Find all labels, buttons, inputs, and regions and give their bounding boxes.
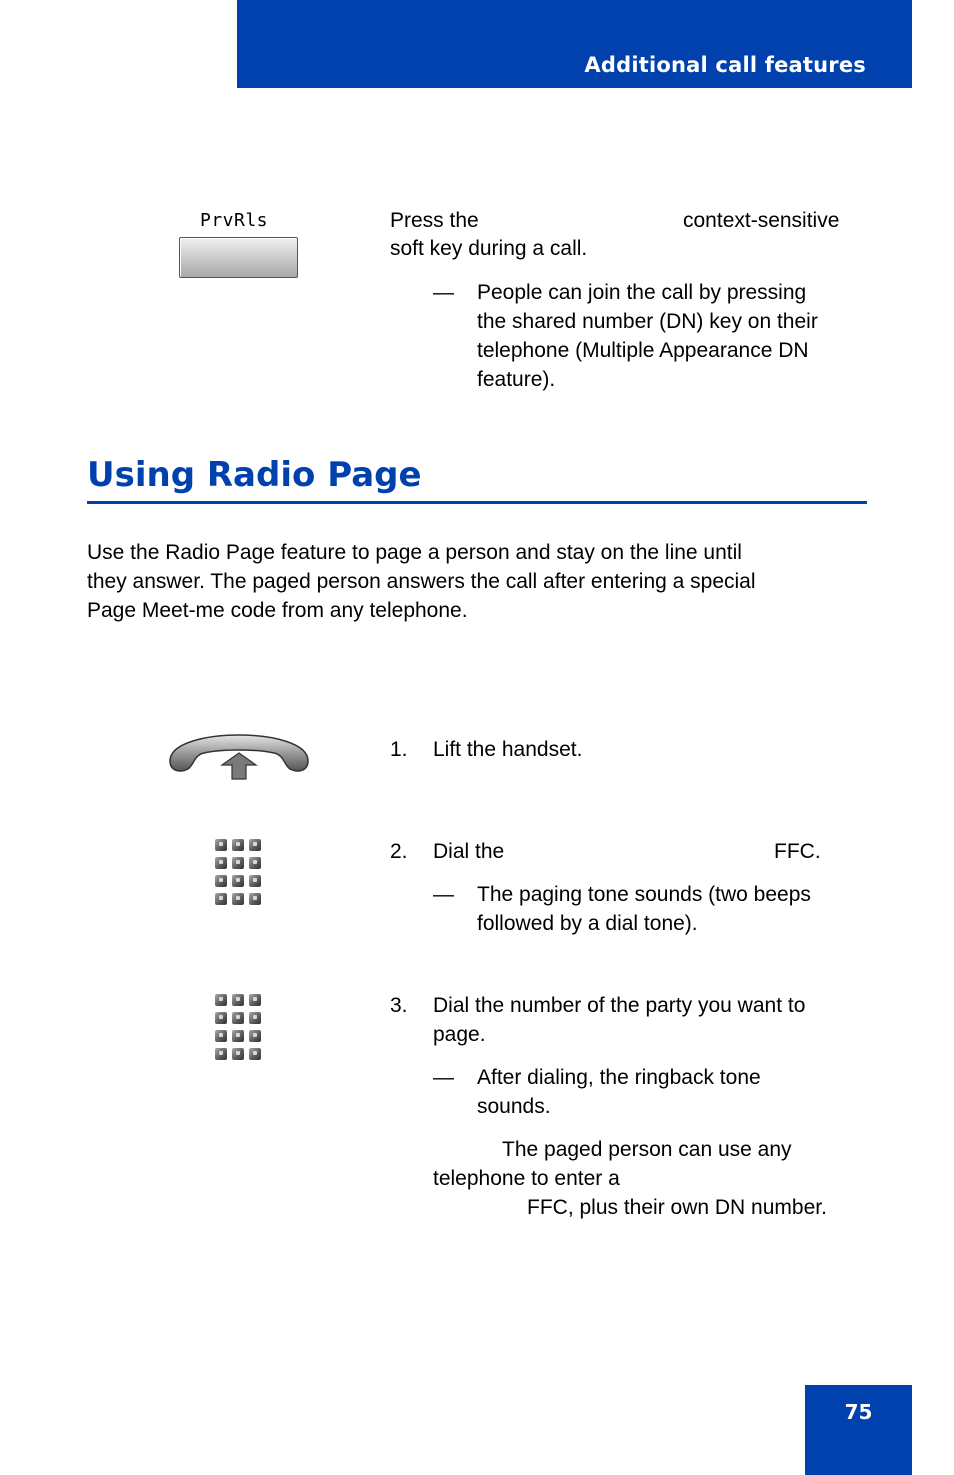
step-text: Dial the [433,840,505,863]
softkey-note-line: telephone (Multiple Appearance DN [477,339,809,362]
step-note-line: After dialing, the ringback tone [477,1066,761,1089]
step-number: 2. [390,840,408,863]
handset-lift-icon [166,733,312,781]
note-dash: — [433,883,454,906]
intro-line: Page Meet-me code from any telephone. [87,599,468,622]
step-note-line: The paging tone sounds (two beeps [477,883,811,906]
softkey-note-line: People can join the call by pressing [477,281,807,304]
step-extra-line: The paged person can use any [502,1138,792,1161]
step-text: FFC. [774,840,821,863]
intro-line: Use the Radio Page feature to page a person and stay on the line until [87,541,742,564]
prvrls-softkey-button[interactable] [179,237,298,278]
step-number: 3. [390,994,408,1017]
intro-line: they answer. The paged person answers the call after entering a special [87,570,756,593]
softkey-instruction-a: Press the [390,209,479,232]
step-number: 1. [390,738,408,761]
step-extra-line: telephone to enter a [433,1167,620,1190]
note-dash: — [433,281,454,304]
step-note-line: followed by a dial tone). [477,912,698,935]
page-number: 75 [844,1400,873,1424]
running-header: Additional call features [584,53,866,77]
note-dash: — [433,1066,454,1089]
step-text: page. [433,1023,486,1046]
softkey-instruction-line2: soft key during a call. [390,237,588,260]
section-rule [87,501,867,504]
page-number-box [805,1385,912,1475]
keypad-icon [215,994,265,1062]
step-note-line: sounds. [477,1095,551,1118]
keypad-icon [215,839,265,907]
step-text: Lift the handset. [433,738,583,761]
softkey-note-line: feature). [477,368,556,391]
softkey-note-line: the shared number (DN) key on their [477,310,818,333]
step-text: Dial the number of the party you want to [433,994,806,1017]
softkey-label: PrvRls [200,210,269,231]
softkey-instruction-b: context-sensitive [683,209,840,232]
section-title: Using Radio Page [87,455,422,495]
header-band [237,0,912,88]
step-extra-line: FFC, plus their own DN number. [527,1196,827,1219]
